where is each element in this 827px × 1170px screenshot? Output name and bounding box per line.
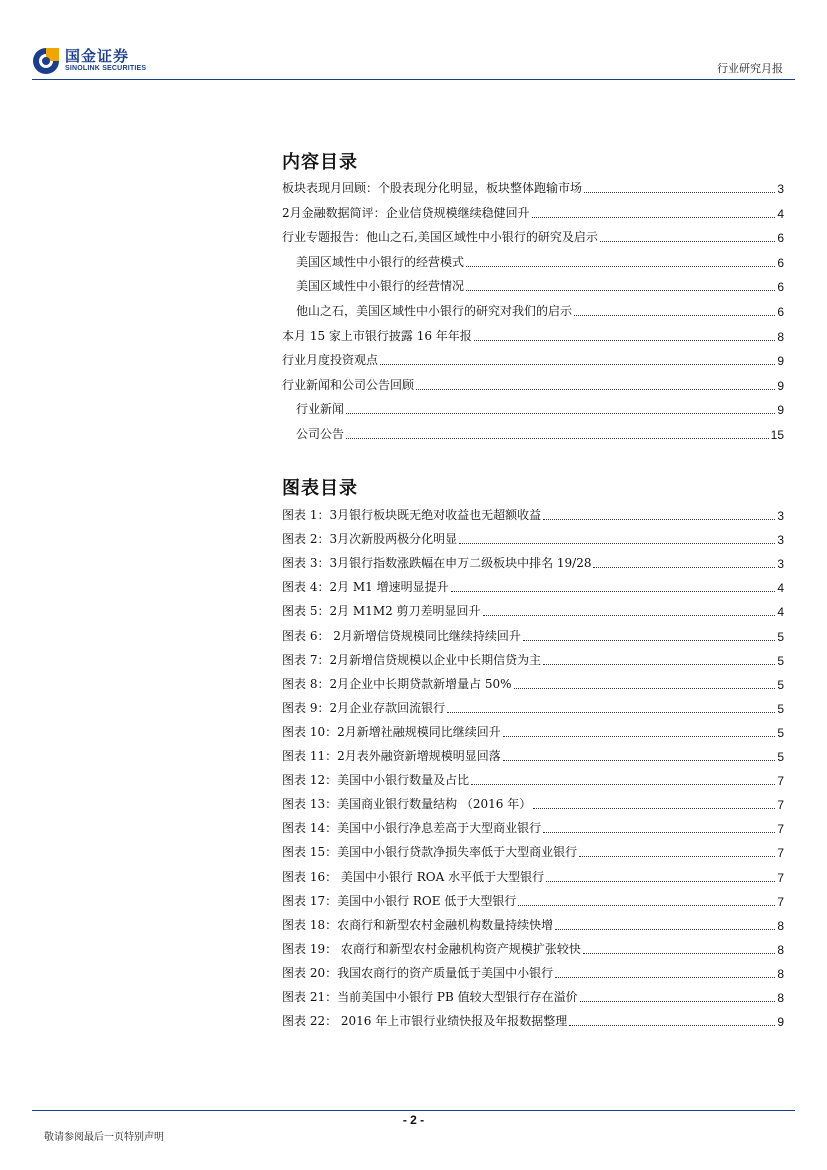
- dot-leader: [584, 192, 775, 193]
- dot-leader: [543, 664, 775, 665]
- figure-entry[interactable]: [282, 505, 784, 523]
- entry-page-number: 8: [777, 966, 784, 981]
- entry-title: 2月金融数据简评：企业信贷规模继续稳健回升: [282, 205, 530, 220]
- figure-entry[interactable]: [282, 746, 784, 764]
- entry-page-number: 6: [777, 280, 784, 295]
- entry-title: 行业专题报告：他山之石,美国区域性中小银行的研究及启示: [282, 230, 598, 245]
- entry-page-number: 4: [777, 581, 784, 596]
- figure-entry[interactable]: [282, 626, 784, 644]
- entry-title: 图表 12：美国中小银行数量及占比: [282, 773, 470, 788]
- entry-page-number: 5: [777, 725, 784, 740]
- entry-title: 图表 9：2月企业存款回流银行: [282, 700, 446, 715]
- entry-page-number: 3: [777, 533, 784, 548]
- entry-title: 图表 7：2月新增信贷规模以企业中长期信贷为主: [282, 652, 542, 667]
- entry-page-number: 8: [777, 942, 784, 957]
- entry-page-number: 5: [777, 701, 784, 716]
- figure-entry[interactable]: [282, 529, 784, 547]
- entry-page-number: 8: [777, 918, 784, 933]
- entry-title: 图表 17：美国中小银行 ROE 低于大型银行: [282, 893, 517, 908]
- dot-leader: [503, 760, 776, 761]
- toc-entry[interactable]: [282, 375, 784, 393]
- toc-entry[interactable]: [296, 301, 784, 319]
- dot-leader: [514, 688, 776, 689]
- disclaimer-note: 敬请参阅最后一页特别声明: [44, 1132, 164, 1143]
- figure-entry[interactable]: [282, 601, 784, 619]
- dot-leader: [546, 881, 775, 882]
- dot-leader: [447, 712, 775, 713]
- dot-leader: [466, 266, 775, 267]
- logo-chinese-name: 国金证券: [65, 47, 130, 65]
- entry-page-number: 3: [777, 557, 784, 572]
- dot-leader: [466, 290, 775, 291]
- entry-title: 图表 6： 2月新增信贷规模同比继续持续回升: [282, 628, 521, 643]
- dot-leader: [555, 929, 775, 930]
- entry-page-number: 5: [777, 653, 784, 668]
- entry-page-number: 9: [777, 1015, 784, 1030]
- page-header: [0, 0, 827, 80]
- entry-title: 图表 21：当前美国中小银行 PB 值较大型银行存在溢价: [282, 990, 578, 1004]
- figure-entry[interactable]: [282, 722, 784, 740]
- sinolink-logo-icon: [32, 47, 60, 75]
- entry-page-number: 8: [777, 329, 784, 344]
- entry-title: 图表 13：美国商业银行数量结构 （2016 年）: [282, 797, 532, 812]
- figure-entry[interactable]: [282, 553, 784, 571]
- footer-divider: [32, 1110, 795, 1111]
- toc-entry[interactable]: [282, 350, 784, 368]
- figure-entry[interactable]: [282, 770, 784, 788]
- dot-leader: [569, 1025, 775, 1026]
- entry-page-number: 8: [777, 991, 784, 1005]
- entry-title: 图表 19： 农商行和新型农村金融机构资产规模扩张较快: [282, 941, 581, 956]
- entry-title: 图表 5：2月 M1M2 剪刀差明显回升: [282, 604, 481, 619]
- entry-page-number: 7: [777, 822, 784, 837]
- dot-leader: [580, 1001, 776, 1002]
- figure-entry[interactable]: [282, 698, 784, 716]
- entry-title: 图表 11：2月表外融资新增规模明显回落: [282, 749, 501, 763]
- figures-title: 图表目录: [282, 478, 358, 499]
- figure-entry[interactable]: [282, 963, 784, 981]
- page-number: - 2 -: [402, 1113, 425, 1127]
- dot-leader: [503, 736, 776, 737]
- entry-title: 图表 16： 美国中小银行 ROA 水平低于大型银行: [282, 869, 545, 884]
- dot-leader: [451, 591, 776, 592]
- entry-title: 图表 22： 2016 年上市银行业绩快报及年报数据整理: [282, 1014, 568, 1029]
- figure-entry[interactable]: [282, 577, 784, 595]
- dot-leader: [474, 340, 776, 341]
- entry-page-number: 6: [777, 255, 784, 270]
- toc-entry[interactable]: [282, 178, 784, 196]
- entry-page-number: 7: [777, 798, 784, 813]
- dot-leader: [416, 389, 775, 390]
- dot-leader: [555, 977, 775, 978]
- entry-page-number: 5: [777, 677, 784, 692]
- entry-title: 图表 20：我国农商行的资产质量低于美国中小银行: [282, 965, 554, 980]
- entry-page-number: 7: [777, 846, 784, 861]
- entry-title: 他山之石，美国区域性中小银行的研究对我们的启示: [296, 304, 573, 318]
- entry-title: 图表 2：3月次新股两极分化明显: [282, 532, 458, 547]
- entry-page-number: 5: [777, 750, 784, 764]
- dot-leader: [600, 241, 775, 242]
- figure-entry[interactable]: [282, 939, 784, 957]
- dot-leader: [574, 315, 775, 316]
- entry-page-number: 5: [777, 629, 784, 644]
- dot-leader: [583, 953, 775, 954]
- dot-leader: [543, 832, 775, 833]
- dot-leader: [579, 856, 775, 857]
- contents-title: 内容目录: [282, 152, 358, 173]
- figure-entry[interactable]: [282, 915, 784, 933]
- toc-entry[interactable]: [296, 424, 784, 442]
- figure-entry[interactable]: [282, 842, 784, 860]
- entry-page-number: 6: [777, 231, 784, 246]
- dot-leader: [483, 615, 776, 616]
- toc-entry[interactable]: [282, 227, 784, 245]
- entry-title: 图表 1：3月银行板块既无绝对收益也无超额收益: [282, 508, 542, 522]
- toc-entry[interactable]: [282, 203, 784, 221]
- entry-title: 图表 15：美国中小银行贷款净损失率低于大型商业银行: [282, 845, 578, 860]
- entry-title: 图表 10：2月新增社融规模同比继续回升: [282, 724, 501, 739]
- entry-title: 美国区域性中小银行的经营模式: [296, 254, 465, 269]
- figure-entry[interactable]: [282, 818, 784, 836]
- logo-english-name: SINOLINK SECURITIES: [65, 65, 147, 72]
- toc-entry[interactable]: [282, 326, 784, 344]
- entry-title: 美国区域性中小银行的经营情况: [296, 279, 465, 294]
- entry-title: 图表 14：美国中小银行净息差高于大型商业银行: [282, 821, 542, 836]
- dot-leader: [593, 567, 775, 568]
- figure-entry[interactable]: [282, 1011, 784, 1029]
- toc-entry[interactable]: [296, 399, 784, 417]
- figure-entry[interactable]: [282, 794, 784, 812]
- entry-page-number: 9: [777, 354, 784, 369]
- entry-title: 本月 15 家上市银行披露 16 年年报: [282, 328, 472, 343]
- entry-title: 行业月度投资观点: [282, 353, 379, 368]
- entry-title: 公司公告: [296, 427, 345, 441]
- entry-page-number: 4: [777, 605, 784, 620]
- report-type-label: 行业研究月报: [717, 62, 783, 75]
- dot-leader: [459, 543, 775, 544]
- entry-page-number: 3: [777, 182, 784, 196]
- dot-leader: [533, 808, 775, 809]
- entry-page-number: 9: [777, 378, 784, 393]
- toc-entry[interactable]: [296, 252, 784, 270]
- company-logo: [32, 47, 162, 79]
- figure-entry[interactable]: [282, 650, 784, 668]
- entry-page-number: 4: [777, 206, 784, 221]
- toc-entry[interactable]: [296, 276, 784, 294]
- entry-title: 行业新闻和公司公告回顾: [282, 377, 415, 392]
- entry-title: 行业新闻: [296, 402, 345, 417]
- dot-leader: [471, 784, 775, 785]
- entry-page-number: 7: [777, 774, 784, 789]
- dot-leader: [518, 905, 775, 906]
- entry-title: 图表 3：3月银行指数涨跌幅在申万二级板块中排名 19/28: [282, 556, 592, 571]
- dot-leader: [346, 438, 769, 439]
- figure-entry[interactable]: [282, 891, 784, 909]
- entry-title: 图表 4：2月 M1 增速明显提升: [282, 580, 449, 595]
- entry-title: 图表 8：2月企业中长期贷款新增量占 50%: [282, 676, 512, 691]
- entry-title: 板块表现月回顾：个股表现分化明显，板块整体跑输市场: [282, 181, 583, 195]
- entry-title: 图表 18：农商行和新型农村金融机构数量持续快增: [282, 917, 554, 932]
- entry-page-number: 6: [777, 305, 784, 319]
- dot-leader: [346, 413, 775, 414]
- entry-page-number: 15: [770, 428, 784, 442]
- dot-leader: [543, 519, 775, 520]
- figure-entry[interactable]: [282, 867, 784, 885]
- figure-entry[interactable]: [282, 987, 784, 1005]
- entry-page-number: 9: [777, 403, 784, 418]
- dot-leader: [380, 364, 775, 365]
- header-divider: [32, 79, 795, 80]
- entry-page-number: 7: [777, 870, 784, 885]
- figure-entry[interactable]: [282, 674, 784, 692]
- dot-leader: [523, 640, 775, 641]
- dot-leader: [532, 217, 776, 218]
- entry-page-number: 3: [777, 509, 784, 523]
- entry-page-number: 7: [777, 894, 784, 909]
